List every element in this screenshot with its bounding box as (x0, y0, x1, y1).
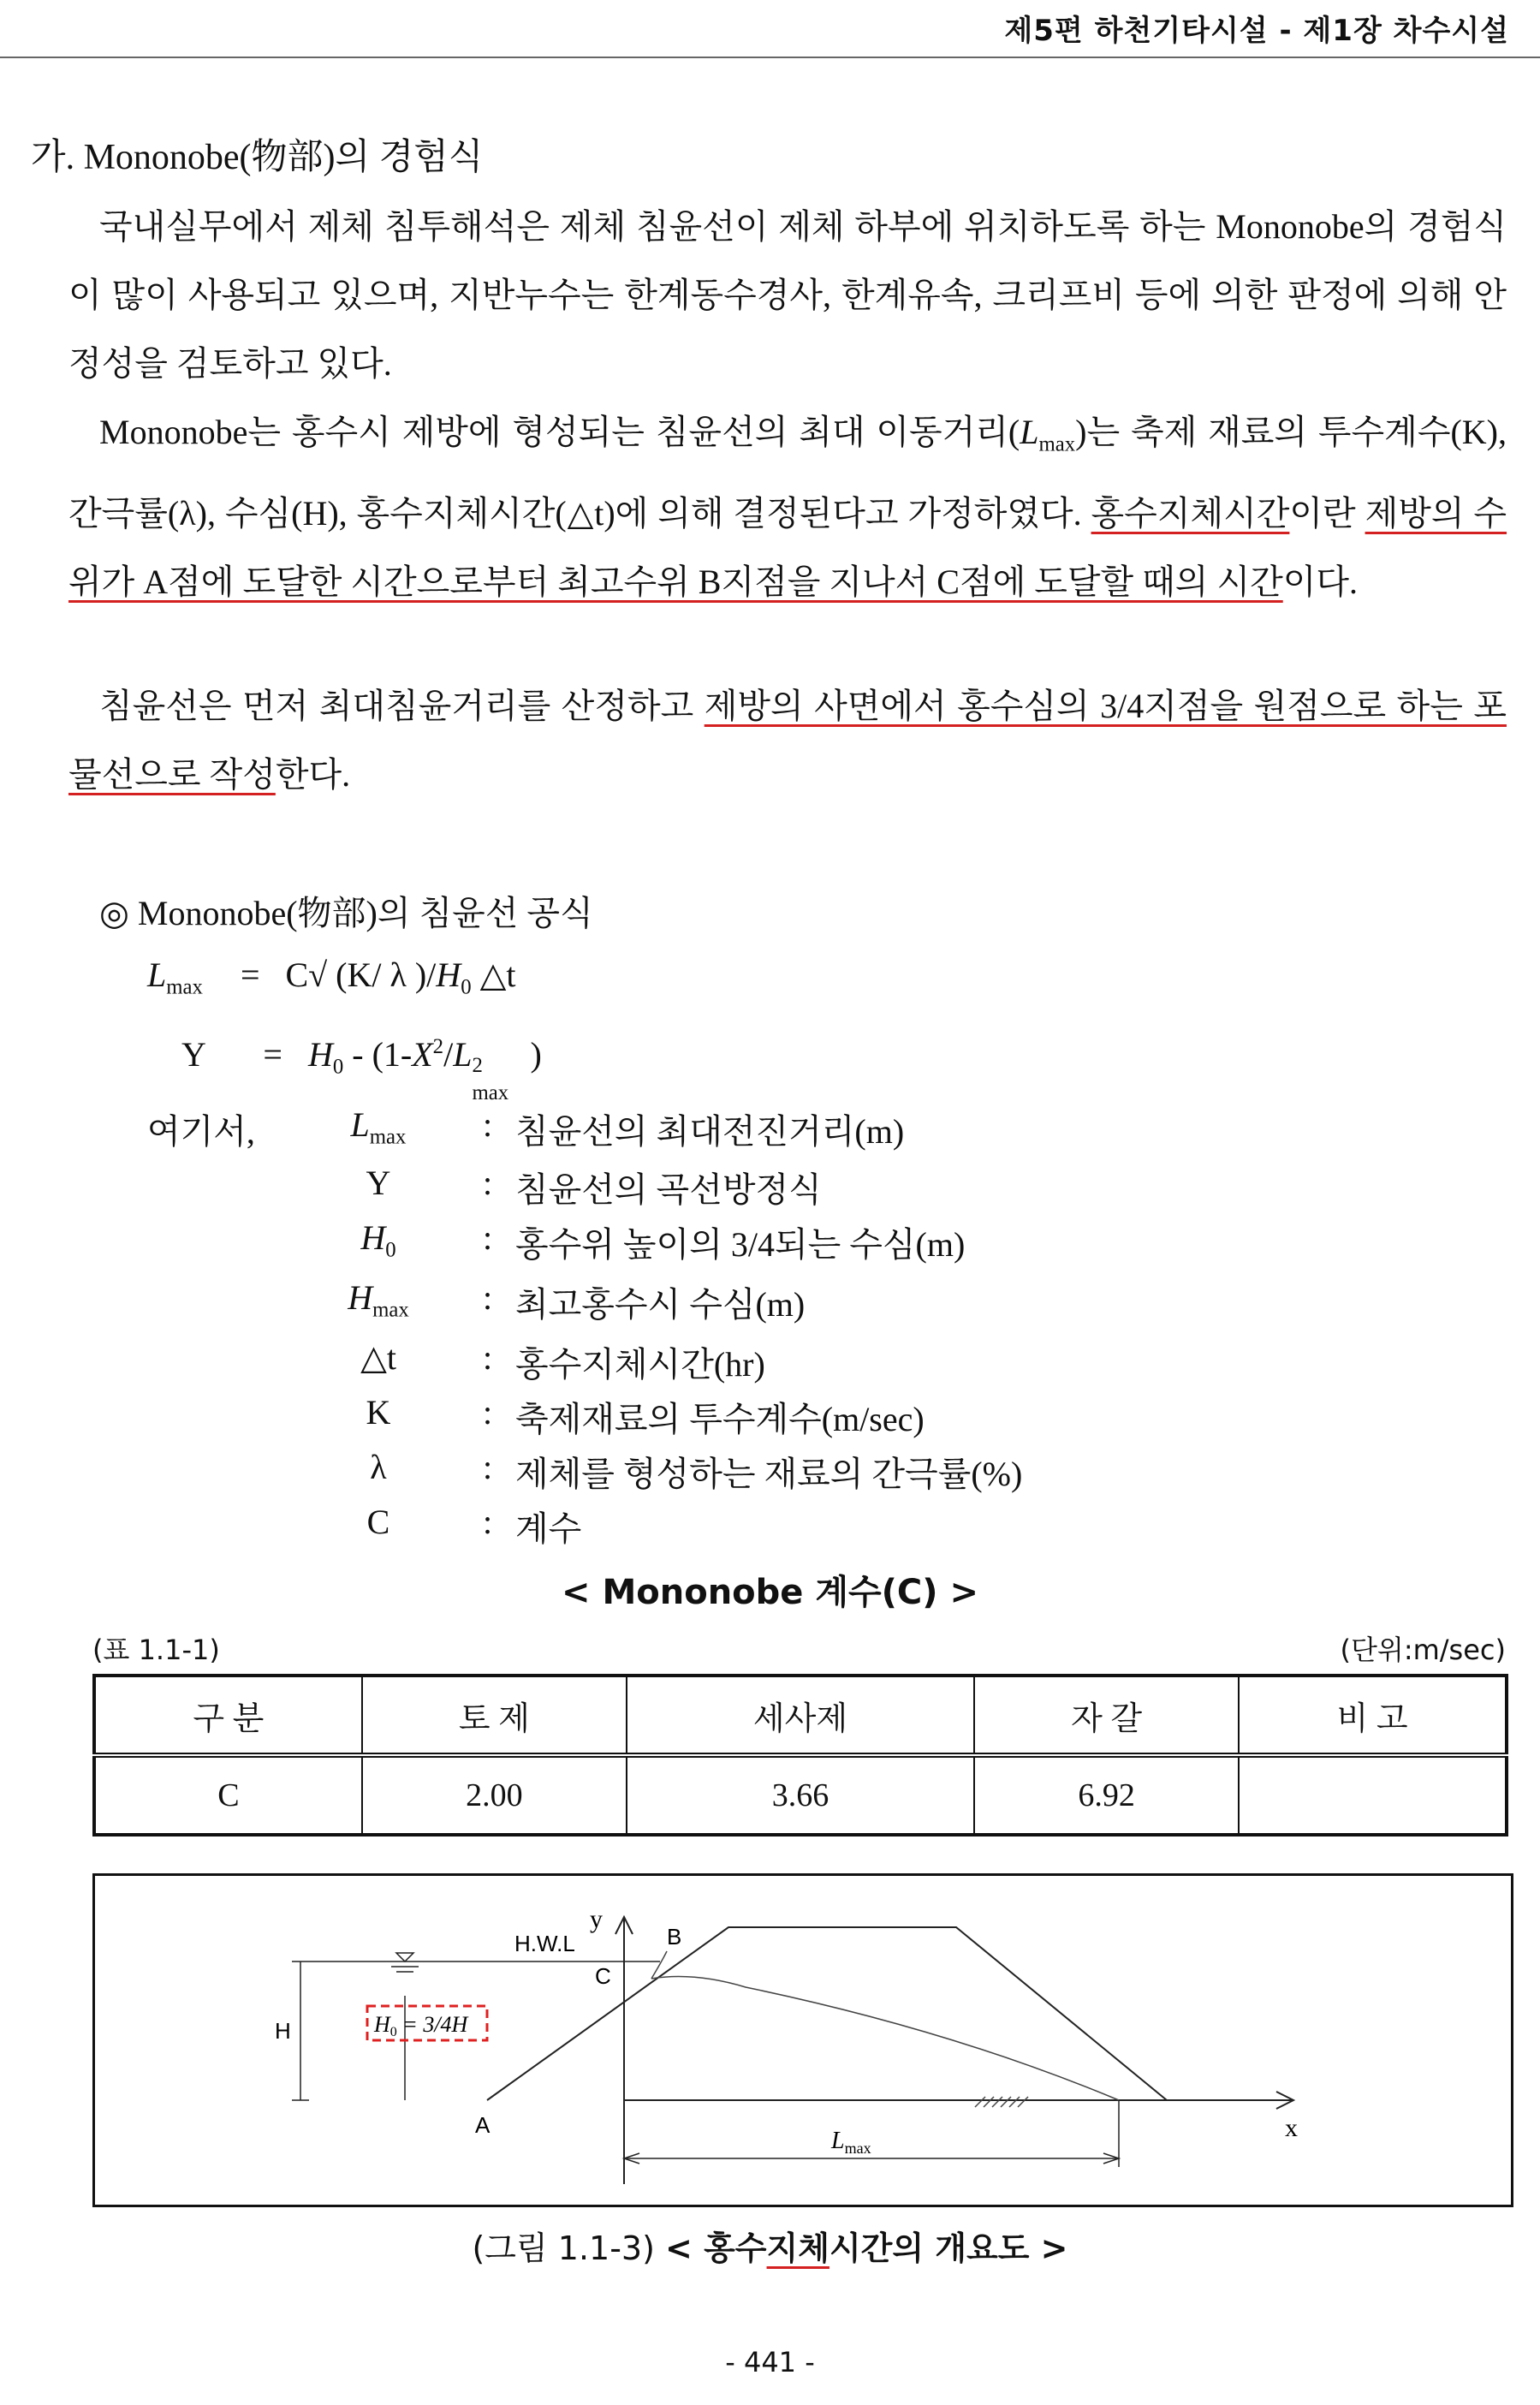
definition-row (147, 1217, 1174, 1272)
levee-figure (92, 1873, 1513, 2207)
definition-row (147, 1392, 1174, 1447)
table-header-cell: 비 고 (1239, 1676, 1507, 1755)
formula-lmax (147, 955, 515, 1000)
seepage-line (651, 1977, 1119, 2100)
f2-L-sub: max (472, 1081, 509, 1104)
definition-text: 홍수지체시간(hr) (515, 1345, 765, 1384)
table-header-row (94, 1676, 1507, 1755)
definition-text: 침윤선의 곡선방정식 (515, 1170, 822, 1209)
f1-rhs-b: △t (471, 955, 516, 994)
water-level-icon (396, 1953, 413, 1962)
table-row (94, 1755, 1507, 1835)
point-a-label: A (475, 2112, 491, 2138)
f1-rhs-a: C√ (K/ λ )/ (285, 955, 437, 994)
definition-row (147, 1337, 1174, 1392)
definition-row (147, 1277, 1174, 1332)
table-cell (1239, 1755, 1507, 1835)
f1-equals: = (240, 955, 260, 994)
definition-colon: : (483, 1164, 493, 1202)
definition-colon: : (483, 1393, 493, 1432)
section-heading: 가. Mononobe(物部)의 경험식 (31, 138, 484, 177)
definition-symbol: $H_{max}$ (348, 1278, 409, 1322)
definition-text: 제체를 형성하는 재료의 간극률(%) (515, 1455, 1023, 1493)
f2-slash: / (443, 1035, 454, 1074)
definition-row (147, 1502, 1174, 1557)
table-cell: C (94, 1755, 362, 1835)
y-axis-label: y (590, 1905, 603, 1933)
definition-row (147, 1104, 1174, 1159)
definition-symbol: C (366, 1503, 390, 1541)
p3-underline: 제방의 사면에서 홍수심의 3/4지점을 원점으로 하는 포물선으로 작성 (68, 687, 1507, 794)
caption-title-b: 시간의 개요도 > (829, 2229, 1068, 2267)
definition-symbol: λ (370, 1448, 387, 1486)
definition-text: 최고홍수시 수심(m) (515, 1285, 806, 1324)
p2-text-a: Mononobe는 홍수시 제방에 형성되는 침윤선의 최대 이동거리( (99, 413, 1020, 451)
table-cell: 3.66 (627, 1755, 974, 1835)
h-label: H (275, 2018, 291, 2044)
caption-title-a: < 홍수 (665, 2229, 767, 2267)
p2-L-sub: max (1038, 432, 1076, 456)
p2-text-b: )는 축제 재료의 투수계수(K), 간극률(λ), 수심(H), 홍수지체시간(△t)에 의해 결정된다고 가정하였다. (68, 413, 1507, 533)
definition-colon: : (483, 1105, 493, 1144)
paragraph-3 (68, 672, 1507, 809)
page-header: 제5편 하천기타시설 - 제1장 차수시설 (1004, 14, 1509, 48)
paragraph-1 (68, 193, 1507, 398)
p2-text-d: 이다. (1282, 562, 1359, 601)
table-header-cell: 구 분 (94, 1676, 362, 1755)
p2-text-c: 이란 (1289, 493, 1365, 533)
definition-colon: : (483, 1278, 493, 1317)
hwl-label: H.W.L (514, 1931, 575, 1956)
definition-symbol: △t (360, 1338, 396, 1377)
definition-row (147, 1163, 1174, 1217)
table-unit: (단위:m/sec) (1340, 1634, 1506, 1666)
f2-H: H (307, 1035, 333, 1074)
definition-text: 축제재료의 투수계수(m/sec) (515, 1400, 925, 1438)
definition-text: 침윤선의 최대전진거리(m) (515, 1112, 905, 1151)
header-rule (0, 57, 1540, 58)
caption-prefix: (그림 1.1-3) (472, 2229, 655, 2267)
page-number: - 441 - (725, 2346, 815, 2378)
h0-label: H0 = 3/4H (374, 2012, 468, 2039)
p2-underline-2: 제방의 수위가 A점에 도달한 시간으로부터 최고수위 B지점을 지나서 C점에 도달할 때의 시간 (68, 493, 1507, 601)
figure-caption (0, 2222, 1540, 2269)
table-title: < Mononobe 계수(C) > (562, 1573, 978, 1612)
table-tag: (표 1.1-1) (92, 1634, 220, 1666)
p2-L-symbol: L (1020, 413, 1039, 451)
point-b-label: B (667, 1924, 682, 1950)
f2-equals: = (263, 1035, 282, 1074)
paragraph-1-text: 국내실무에서 제체 침투해석은 제체 침윤선이 제체 하부에 위치하도록 하는 Mononobe의 경험식이 많이 사용되고 있으며, 지반누수는 한계동수경사, 한계유속, 크리프비 등에 의한 판정에 의해 안정성을 검토하고 있다. (68, 207, 1507, 383)
table-cell: 2.00 (362, 1755, 627, 1835)
f2-end: ) (521, 1035, 542, 1074)
definition-symbol: K (366, 1393, 391, 1432)
f2-L-sup: 2 (472, 1054, 483, 1077)
f1-L: L (147, 955, 167, 994)
f1-L-sub: max (166, 975, 203, 999)
definition-text: 계수 (515, 1509, 582, 1548)
table-header-cell: 자 갈 (974, 1676, 1239, 1755)
formula-title: ◎ Mononobe(物部)의 침윤선 공식 (99, 894, 593, 932)
f2-L: L (453, 1035, 473, 1074)
definition-colon: : (483, 1448, 493, 1486)
f1-H: H (436, 955, 461, 994)
definitions-intro: 여기서, (147, 1112, 255, 1151)
table-header-cell: 세사제 (627, 1676, 974, 1755)
definition-symbol: Y (366, 1164, 391, 1202)
definition-colon: : (483, 1503, 493, 1541)
p2-underline-1: 홍수지체시간 (1091, 493, 1290, 533)
coefficient-table (92, 1674, 1508, 1836)
f2-X: X (412, 1035, 433, 1074)
x-axis-label: x (1285, 2114, 1298, 2142)
f2-H-sub: 0 (332, 1055, 344, 1079)
levee-outline (487, 1927, 1167, 2100)
definition-colon: : (483, 1338, 493, 1377)
table-header-cell: 토 제 (362, 1676, 627, 1755)
definition-colon: : (483, 1218, 493, 1257)
definition-text: 홍수위 높이의 3/4되는 수심(m) (515, 1225, 966, 1264)
p3-text-a: 침윤선은 먼저 최대침윤거리를 산정하고 (99, 687, 705, 725)
definition-row (147, 1447, 1174, 1502)
point-c-label: C (595, 1963, 611, 1989)
f2-X-sup: 2 (432, 1035, 444, 1059)
p3-text-b: 한다. (275, 755, 351, 794)
formula-y (181, 1034, 542, 1104)
ground-hatch (975, 2097, 1028, 2107)
levee-diagram (95, 1876, 1511, 2205)
f1-H-sub: 0 (461, 975, 472, 999)
caption-title-underline: 지체 (766, 2229, 829, 2267)
definition-symbol: $H_0$ (360, 1218, 396, 1262)
f2-Y: Y (181, 1035, 205, 1074)
definition-symbol: $L_{max}$ (350, 1105, 407, 1149)
paragraph-2 (68, 398, 1507, 616)
table-cell: 6.92 (974, 1755, 1239, 1835)
f2-mid: - (1- (343, 1035, 413, 1074)
lmax-label: $L_{max}$ (831, 2128, 871, 2157)
